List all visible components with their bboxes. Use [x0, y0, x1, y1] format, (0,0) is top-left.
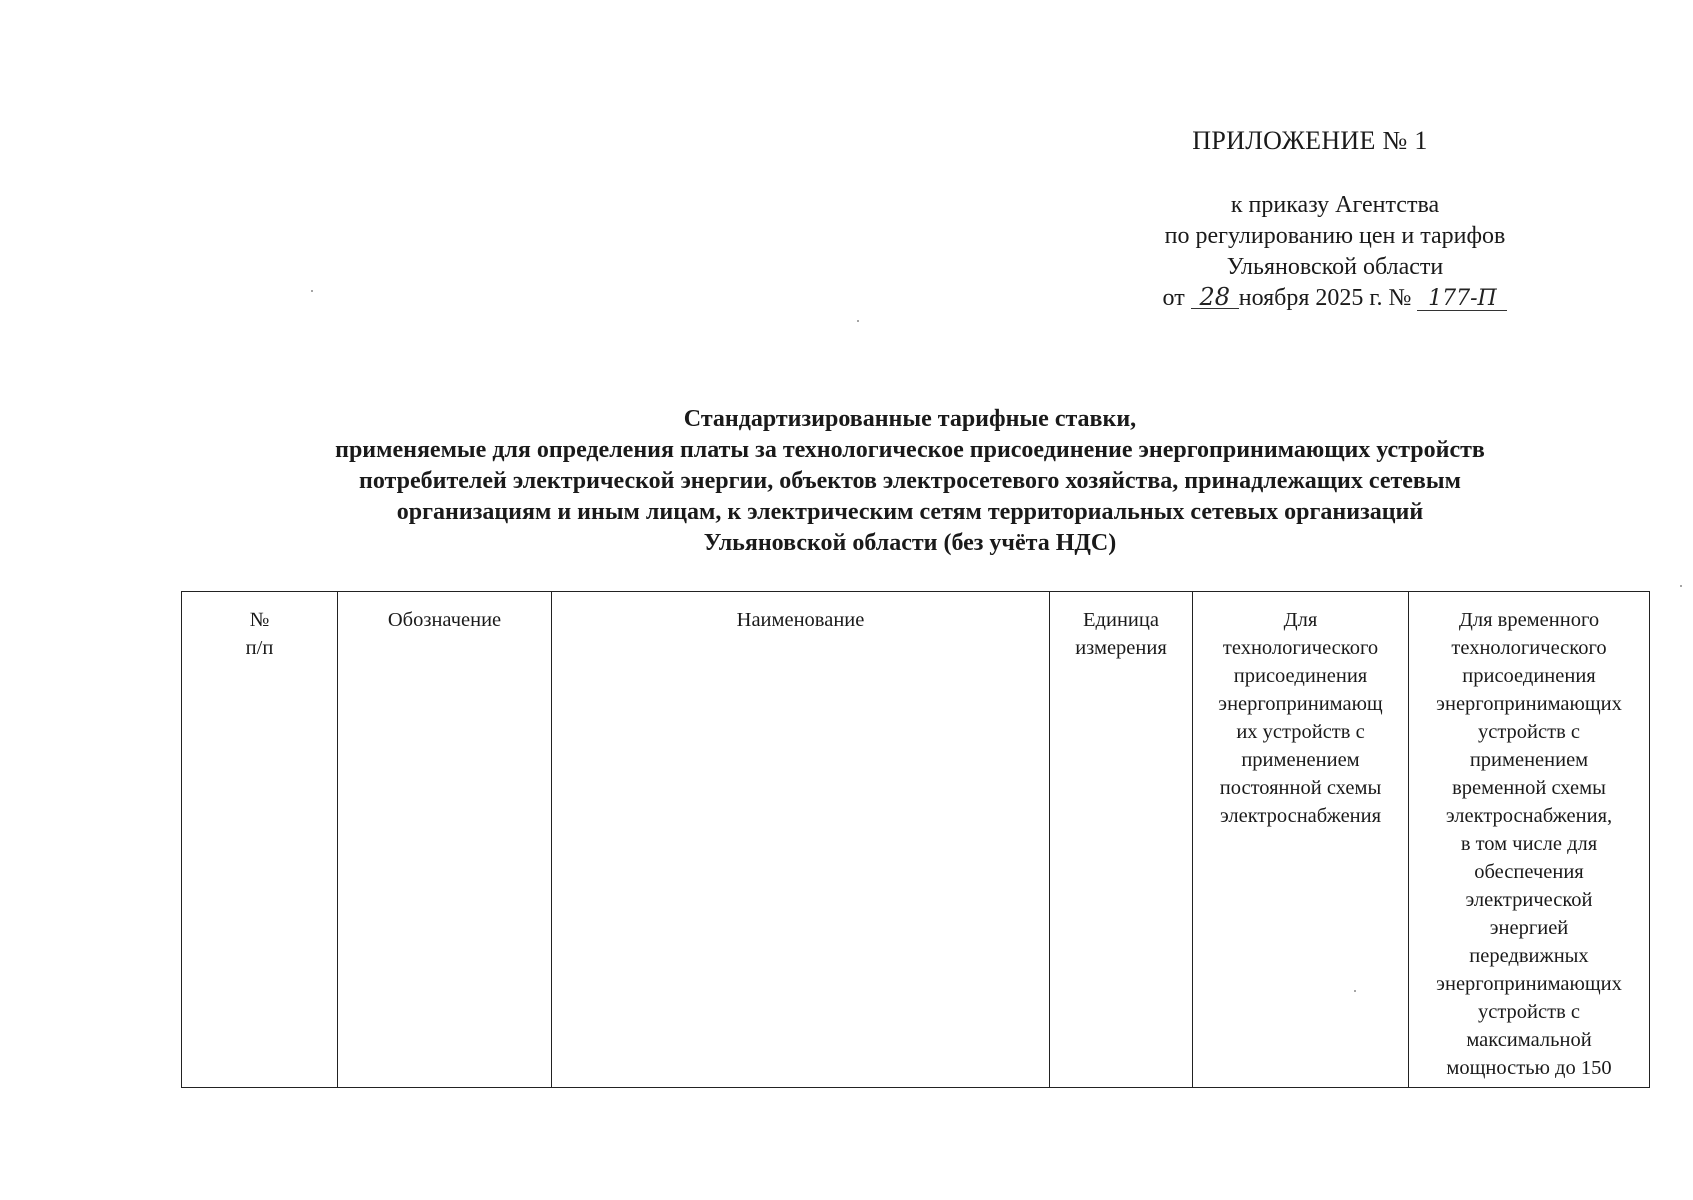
- header-unit: Единица измерения: [1050, 592, 1193, 1088]
- header-number: № п/п: [182, 592, 338, 1088]
- header-designation: Обозначение: [338, 592, 552, 1088]
- scan-speck: [1680, 585, 1682, 587]
- scan-speck: [857, 320, 859, 322]
- scan-speck: [1354, 990, 1356, 992]
- heading-line-1: Стандартизированные тарифные ставки,: [683, 406, 1137, 432]
- heading-line-5: Ульяновской области (без учёта НДС): [703, 530, 1117, 556]
- appendix-title: ПРИЛОЖЕНИЕ № 1: [1192, 126, 1428, 155]
- heading-line-4: организациям и иным лицам, к электрическим сетям территориальных сетевых организаций: [396, 499, 1424, 525]
- order-line-1: к приказу Агентства: [1230, 192, 1440, 218]
- order-number-handwritten: 177-П: [1417, 288, 1507, 311]
- header-permanent-scheme: Для технологического присоединения энергопринимающ их устройств с применением постоянной схемы электроснабжения: [1193, 592, 1409, 1088]
- document-heading: [200, 404, 1620, 559]
- tariff-table: [181, 591, 1650, 1088]
- header-temporary-scheme: Для временного технологического присоединения энергопринимающих устройств с применением временной схемы электроснабжения, в том числе для обеспечения электрической энергией передвижных энергопринимающих устройств с максимальной мощностью до 150: [1409, 592, 1650, 1088]
- order-date-day-handwritten: 28: [1191, 286, 1239, 309]
- order-date-line: [1095, 283, 1575, 314]
- order-line-2: по регулированию цен и тарифов: [1164, 223, 1506, 249]
- scan-speck: [311, 290, 313, 292]
- header-name: Наименование: [552, 592, 1050, 1088]
- order-date-rest: ноября 2025 г. №: [1238, 285, 1412, 311]
- heading-line-2: применяемые для определения платы за технологическое присоединение энергопринимающих устройств: [335, 437, 1485, 463]
- heading-line-3: потребителей электрической энергии, объектов электросетевого хозяйства, принадлежащих сетевым: [359, 468, 1461, 494]
- order-date-prefix: от: [1162, 285, 1185, 311]
- table-header-row: [182, 592, 1650, 1088]
- order-reference: [1095, 190, 1575, 314]
- order-line-3: Ульяновской области: [1226, 254, 1444, 280]
